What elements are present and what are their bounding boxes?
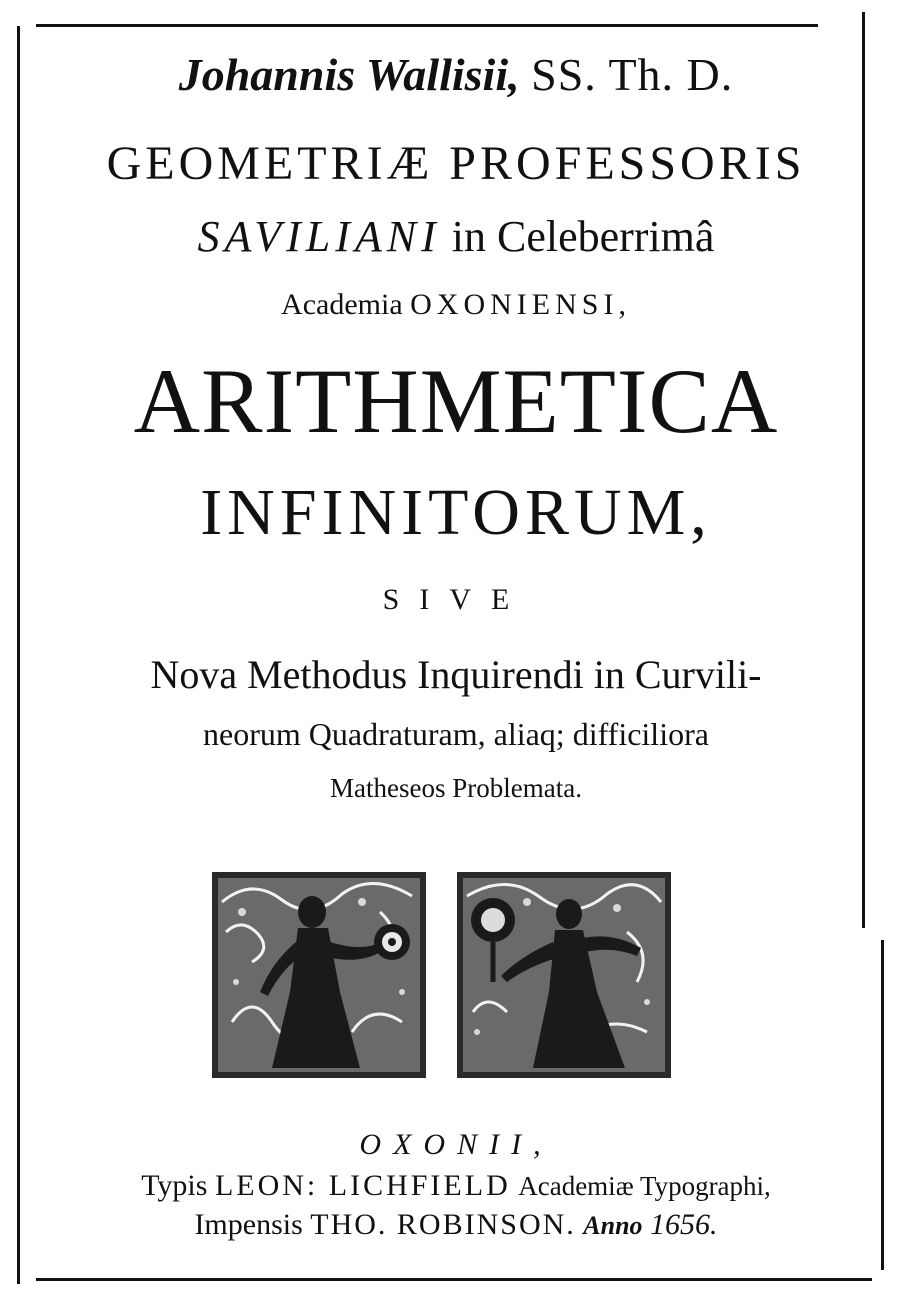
woodcut-rose-figure <box>212 872 426 1078</box>
savilian-line <box>0 212 912 261</box>
celeberrima-text: in Celeberrimâ <box>451 212 715 261</box>
typis-word: Typis <box>141 1169 208 1202</box>
imprint-printer-line <box>0 1171 912 1201</box>
title-arithmetica: ARITHMETICA <box>133 350 779 452</box>
subtitle-line-1: Nova Methodus Inquirendi in Curvili- <box>150 652 762 697</box>
academia-line <box>0 290 912 320</box>
author-name: Johannis Wallisii, <box>178 49 520 100</box>
woodcut-thistle-figure <box>457 872 671 1078</box>
author-line <box>0 49 912 100</box>
border-bottom-rule <box>36 1278 872 1281</box>
publication-year: 1656. <box>650 1208 718 1241</box>
subtitle-line-2: neorum Quadraturam, aliaq; difficiliora <box>203 716 709 752</box>
subtitle-line-3: Matheseos Problemata. <box>330 773 582 803</box>
professorship-heading: GEOMETRIÆ PROFESSORIS <box>106 137 806 190</box>
savilian-chair: SAVILIANI <box>197 212 441 261</box>
printer-role: Academiæ Typographi, <box>518 1171 771 1201</box>
anno-word: Anno <box>583 1211 643 1240</box>
university-name: OXONIENSI, <box>410 288 631 321</box>
imprint-publisher-line <box>0 1210 912 1240</box>
printer-name: LEON: LICHFIELD <box>214 1169 511 1202</box>
border-top-rule <box>36 24 818 27</box>
sive-word: SIVE <box>382 583 530 616</box>
imprint-place: OXONII, <box>359 1128 553 1161</box>
title-infinitorum: INFINITORUM, <box>200 476 712 549</box>
author-degree: SS. Th. D. <box>531 49 734 100</box>
impensis-word: Impensis <box>194 1208 303 1241</box>
publisher-name: THO. ROBINSON. <box>310 1208 576 1241</box>
academia-text: Academia <box>281 288 403 321</box>
